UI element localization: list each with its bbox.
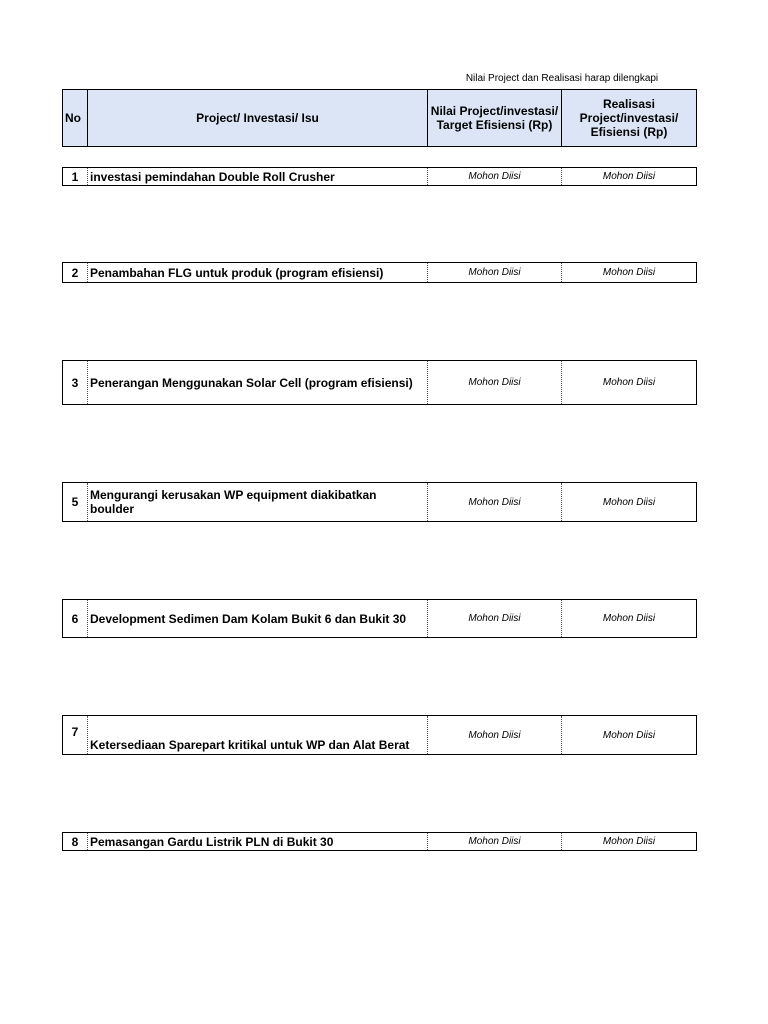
row-project: Ketersediaan Sparepart kritikal untuk WP dan Alat Berat — [88, 716, 428, 754]
row-project: Development Sedimen Dam Kolam Bukit 6 dan Bukit 30 — [88, 600, 428, 637]
row-no: 8 — [62, 833, 88, 850]
row-realisasi-input[interactable]: Mohon Diisi — [562, 716, 697, 754]
row-no: 6 — [62, 600, 88, 637]
row-nilai-input[interactable]: Mohon Diisi — [428, 361, 562, 404]
row-no: 3 — [62, 361, 88, 404]
row-nilai-input[interactable]: Mohon Diisi — [428, 833, 562, 850]
row-no: 1 — [62, 168, 88, 185]
header-realisasi-line2: Project/investasi/ — [579, 111, 679, 125]
row-no: 7 — [62, 716, 88, 754]
row-realisasi-input[interactable]: Mohon Diisi — [562, 600, 697, 637]
table-row — [62, 599, 697, 638]
table-header — [62, 89, 697, 147]
row-project: investasi pemindahan Double Roll Crusher — [88, 168, 428, 185]
table-row — [62, 482, 697, 522]
row-realisasi-input[interactable]: Mohon Diisi — [562, 483, 697, 521]
row-nilai-input[interactable]: Mohon Diisi — [428, 716, 562, 754]
row-project — [88, 483, 428, 521]
row-nilai-input[interactable]: Mohon Diisi — [428, 483, 562, 521]
table-row — [62, 167, 697, 186]
header-realisasi-line1: Realisasi — [602, 97, 656, 111]
row-realisasi-input[interactable]: Mohon Diisi — [562, 263, 697, 282]
row-realisasi-input[interactable]: Mohon Diisi — [562, 168, 697, 185]
row-realisasi-input[interactable]: Mohon Diisi — [562, 361, 697, 404]
table-row — [62, 832, 697, 851]
row-no: 2 — [62, 263, 88, 282]
header-nilai-line1: Nilai Project/investasi/ — [430, 104, 559, 118]
header-realisasi — [562, 90, 696, 146]
row-nilai-input[interactable]: Mohon Diisi — [428, 263, 562, 282]
row-project: Pemasangan Gardu Listrik PLN di Bukit 30 — [88, 833, 428, 850]
row-project-line1: Mengurangi kerusakan WP equipment diakibatkan — [90, 488, 377, 502]
row-realisasi-input[interactable]: Mohon Diisi — [562, 833, 697, 850]
header-project: Project/ Investasi/ Isu — [88, 90, 428, 146]
table-row — [62, 262, 697, 283]
row-nilai-input[interactable]: Mohon Diisi — [428, 168, 562, 185]
header-nilai — [428, 90, 562, 146]
header-no: No — [63, 90, 88, 146]
header-realisasi-line3: Efisiensi (Rp) — [590, 125, 668, 139]
row-nilai-input[interactable]: Mohon Diisi — [428, 600, 562, 637]
header-nilai-line2: Target Efisiensi (Rp) — [436, 118, 553, 132]
fill-in-note: Nilai Project dan Realisasi harap dilengkapi — [465, 73, 659, 84]
row-project-line2: boulder — [90, 502, 134, 516]
row-project: Penambahan FLG untuk produk (program efisiensi) — [88, 263, 428, 282]
table-row — [62, 715, 697, 755]
row-project: Penerangan Menggunakan Solar Cell (program efisiensi) — [88, 361, 428, 404]
table-row — [62, 360, 697, 405]
row-no: 5 — [62, 483, 88, 521]
